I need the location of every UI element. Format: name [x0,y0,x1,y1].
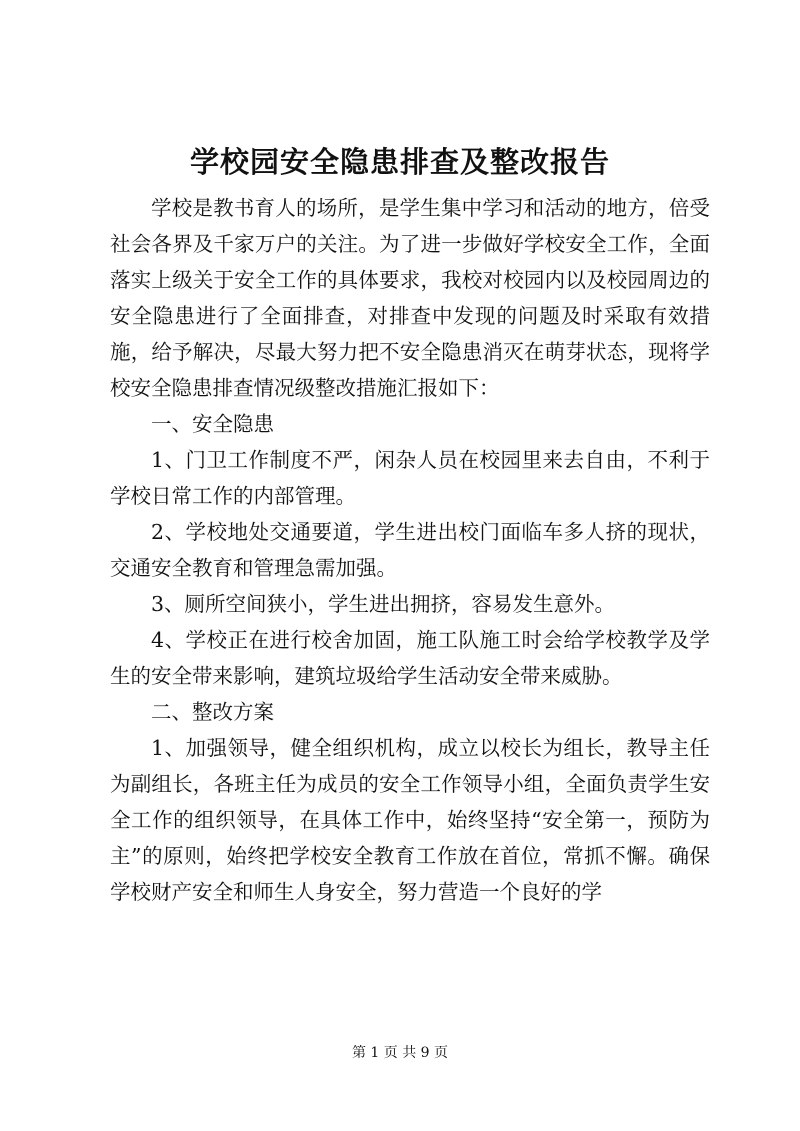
document-body [110,190,710,910]
section-heading-rectification: 二、整改方案 [151,700,274,724]
page-footer: 第 1 页 共 9 页 [351,1045,449,1061]
document-title: 学校园安全隐患排查及整改报告 [189,145,610,179]
hazard-item-3: 3、厕所空间狭小，学生进出拥挤，容易发生意外。 [151,592,616,616]
section-heading-hazards: 一、安全隐患 [151,412,274,436]
hazard-item-4: 4、学校正在进行校舍加固，施工队施工时会给学校教学及学生的安全带来影响，建筑垃圾给学生活动安全带来威胁。 [110,628,710,688]
hazard-item-2: 2、学校地处交通要道，学生进出校门面临车多人挤的现状，交通安全教育和管理急需加强。 [110,520,710,580]
intro-paragraph: 学校是教书育人的场所，是学生集中学习和活动的地方，倍受社会各界及千家万户的关注。为了进一步做好学校安全工作，全面落实上级关于安全工作的具体要求，我校对校园内以及校园周边的安全隐患进行了全面排查，对排查中发现的问题及时采取有效措施，给予解决，尽最大努力把不安全隐患消灭在萌芽状态，现将学校安全隐患排查情况级整改措施汇报如下： [110,196,710,400]
rectification-item-1: 1、加强领导，健全组织机构，成立以校长为组长，教导主任为副组长，各班主任为成员的安全工作领导小组，全面负责学生安全工作的组织领导，在具体工作中，始终坚持“安全第一，预防为主”的原则，始终把学校安全教育工作放在首位，常抓不懈。确保学校财产安全和师生人身安全，努力营造一个良好的学 [110,736,710,904]
hazard-item-1: 1、门卫工作制度不严，闲杂人员在校园里来去自由，不利于学校日常工作的内部管理。 [110,448,710,508]
